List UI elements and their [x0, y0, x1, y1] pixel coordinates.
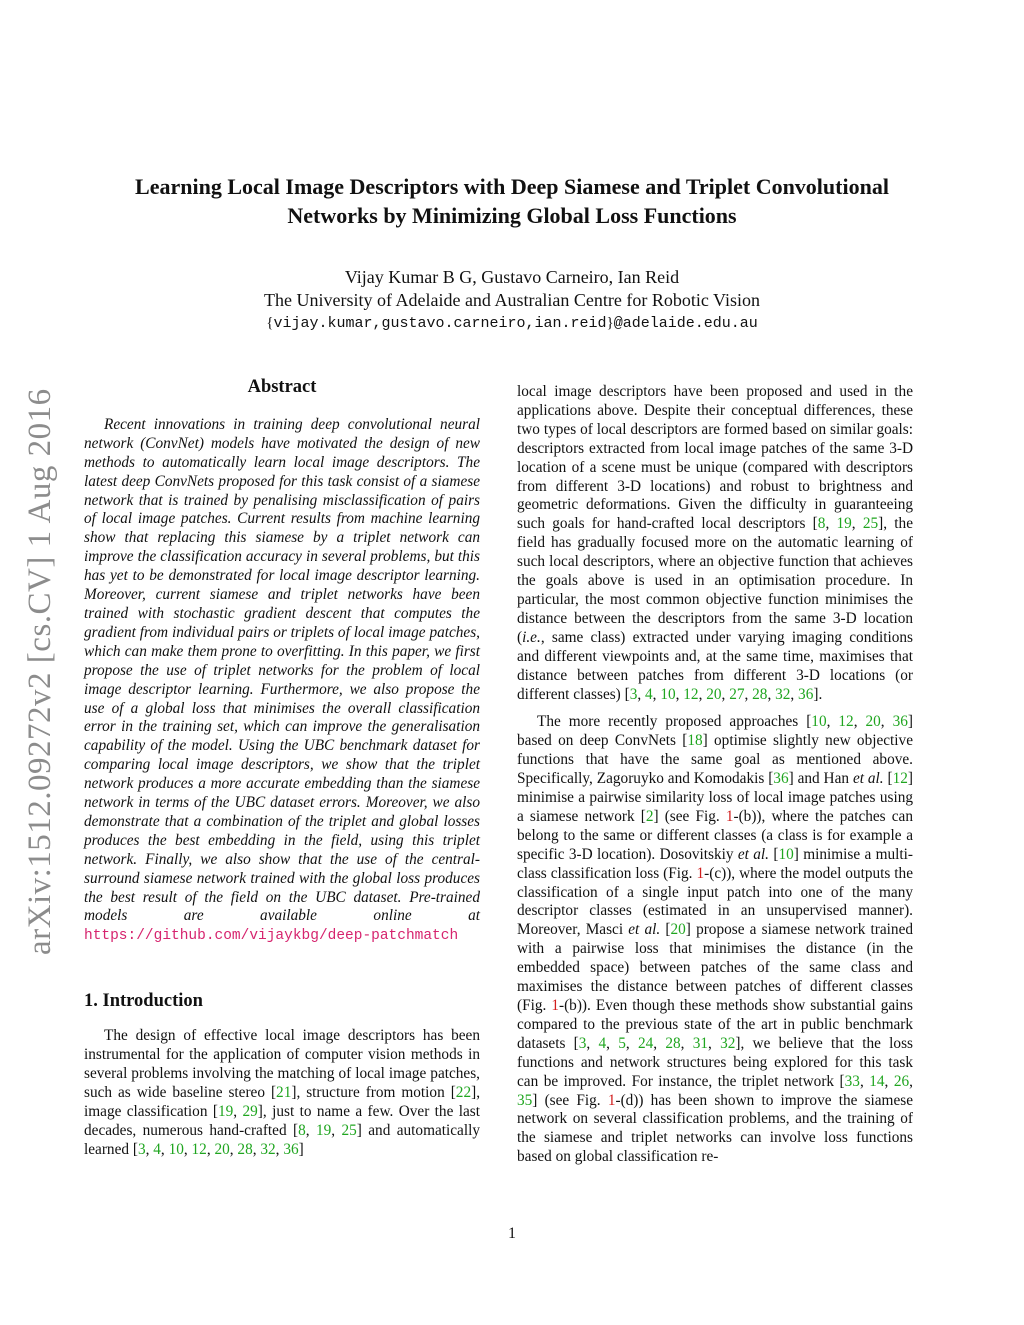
citation-link[interactable]: 3 [578, 1034, 587, 1052]
left-column [84, 378, 480, 1160]
right-column [517, 383, 913, 1167]
italic-text: et al. [628, 921, 661, 939]
abstract-text [84, 416, 480, 946]
citation-link[interactable]: 35 [517, 1091, 533, 1109]
citation-link[interactable]: 27 [729, 685, 745, 703]
citation-link[interactable]: 28 [237, 1140, 253, 1158]
citation-link[interactable]: 33 [844, 1072, 860, 1090]
abstract-heading: Abstract [247, 377, 317, 397]
email-users: vijay.kumar,gustavo.carneiro,ian.reid [273, 315, 607, 332]
citation-link[interactable]: 10 [168, 1140, 184, 1158]
citation-link[interactable]: 12 [838, 713, 854, 731]
abstract-body: Recent innovations in training deep convolutional neural network (ConvNet) models have motivated the design of new methods to automatically learn local image descriptors. The latest deep ConvNets proposed for this task consist of a siamese network that is trained by penalising misclassification of pairs of local image patches. Current results from machine learning show that replacing this siamese by a triplet network can improve the classification accuracy in several problems, but this has yet to be demonstrated for local image descriptor learning. Moreover, current siamese and triplet networks have been trained with stochastic gradient descent that computes the gradient from individual pairs or triplets of local image patches, which can make them prone to overfitting. In this paper, we first propose the use of triplet networks for the problem of local image descriptor learning. Furthermore, we also propose the use of a global loss that minimises the overall classification error in the training set, which can improve the generalisation capability of the model. Using the UBC benchmark dataset for comparing local image descriptors, we show that the triplet network produces a more accurate embedding than the siamese network in terms of the UBC dataset errors. Moreover, we also demonstrate that a combination of the triplet and global losses produces the best embedding in the field, using this triplet network. Finally, we also show that the use of the central-surround siamese network trained with the global loss produces the best result of the field on the UBC dataset. Pre-trained models are available online at [84, 415, 480, 925]
citation-link[interactable]: 20 [865, 713, 881, 731]
italic-text: i.e. [522, 628, 541, 646]
paper-title [80, 172, 944, 230]
citation-link[interactable]: 28 [665, 1034, 681, 1052]
citation-link[interactable]: 36 [773, 770, 789, 788]
page-number: 1 [508, 1225, 516, 1242]
citation-link[interactable]: 19 [217, 1102, 234, 1120]
citation-link[interactable]: 2 [645, 807, 654, 825]
citation-link[interactable]: 3 [629, 685, 638, 703]
arxiv-stamp: arXiv:1512.09272v2 [cs.CV] 1 Aug 2016 [22, 388, 58, 955]
citation-link[interactable]: 36 [283, 1140, 299, 1158]
citation-link[interactable]: 19 [315, 1121, 332, 1139]
citation-link[interactable]: 32 [260, 1140, 276, 1158]
figure-ref-link[interactable]: 1 [725, 807, 734, 825]
citation-link[interactable]: 24 [637, 1034, 654, 1052]
citation-link[interactable]: 4 [153, 1140, 161, 1158]
figure-ref-link[interactable]: 1 [607, 1091, 616, 1109]
citation-link[interactable]: 12 [683, 685, 699, 703]
citation-link[interactable]: 36 [798, 685, 814, 703]
citation-link[interactable]: 10 [660, 685, 676, 703]
citation-link[interactable]: 28 [752, 685, 768, 703]
citation-link[interactable]: 4 [598, 1034, 607, 1052]
citation-link[interactable]: 29 [242, 1102, 258, 1120]
citation-link[interactable]: 20 [706, 685, 722, 703]
citation-link[interactable]: 25 [341, 1121, 357, 1139]
email-brace-open: { [266, 315, 274, 331]
citation-link[interactable]: 19 [836, 515, 852, 533]
email-domain: @adelaide.edu.au [613, 315, 758, 332]
citation-link[interactable]: 12 [892, 770, 908, 788]
citation-link[interactable]: 20 [214, 1140, 230, 1158]
figure-ref-link[interactable]: 1 [551, 997, 559, 1014]
intro-paragraph-3: The more recently proposed approaches [10, 12, 20, 36] based on deep ConvNets [18] optimise slightly new objective functions that have the same goal as mentioned above. Specifically, Zagoruyko and Komodakis [36] and Han et al. [12] minimise a pairwise similarity loss of local image patches using a siamese network [2] (see Fig. 1-(b)), where the patches can belong to the same or different classes (a class is for example a specific 3-D location). Dosovitskiy et al. [10] minimise a multi-class classification loss (Fig. 1-(c)), where the model outputs the classification of a single input patch into one of the many descriptor classes (estimated in an unsupervised manner). Moreover, Masci et al. [20] propose a siamese network trained with a pairwise loss that minimises the distance (in the embedded space) between patches of the same class and maximises the distance between patches of different classes (Fig. 1-(b)). Even though these methods show substantial gains compared to the previous state of the art in public benchmark datasets [3, 4, 5, 24, 28, 31, 32], we believe that the loss functions and network structures being explored for this task can be improved. For instance, the triplet network [33, 14, 26, 35] (see Fig. 1-(d)) has been shown to improve the siamese network on several classification problems, and the training of the siamese and triplet networks can involve loss functions based on global classification re- [517, 713, 914, 1166]
intro-heading: 1. Introduction [84, 991, 203, 1012]
italic-text: et al. [852, 770, 884, 788]
title-line-2: Networks by Minimizing Global Loss Functions [287, 203, 737, 228]
citation-link[interactable]: 8 [298, 1121, 306, 1139]
author-names: Vijay Kumar B G, Gustavo Carneiro, Ian Reid [344, 267, 680, 287]
citation-link[interactable]: 22 [455, 1083, 472, 1101]
citation-link[interactable]: 12 [191, 1140, 207, 1158]
email-brace-close: } [606, 315, 614, 331]
citation-link[interactable]: 20 [670, 921, 686, 939]
author-affiliation: The University of Adelaide and Australian Centre for Robotic Vision [264, 290, 760, 310]
citation-link[interactable]: 8 [817, 515, 826, 533]
citation-link[interactable]: 4 [645, 685, 653, 703]
citation-link[interactable]: 32 [720, 1034, 736, 1052]
citation-link[interactable]: 31 [692, 1034, 709, 1052]
citation-link[interactable]: 25 [862, 515, 879, 533]
citation-link[interactable]: 5 [618, 1034, 626, 1052]
citation-link[interactable]: 36 [892, 713, 908, 731]
title-line-1: Learning Local Image Descriptors with Deep Siamese and Triplet Convolutional [135, 174, 889, 199]
citation-link[interactable]: 18 [687, 732, 703, 750]
citation-link[interactable]: 26 [893, 1072, 910, 1090]
author-emails [80, 312, 944, 335]
intro-paragraph-1: The design of effective local image descriptors has been instrumental for the application of computer vision methods in several problems involving the matching of local image patches, such as wide baseline stereo [21], structure from motion [22], image classification [19, 29], just to name a few. Over the last decades, numerous hand-crafted [8, 19, 25] and automatically learned [3, 4, 10, 12, 20, 28, 32, 36] [84, 1027, 481, 1158]
author-block [80, 266, 944, 335]
citation-link[interactable]: 10 [811, 713, 827, 731]
citation-link[interactable]: 14 [869, 1072, 885, 1090]
citation-link[interactable]: 32 [775, 685, 791, 703]
code-link[interactable]: https://github.com/vijaykbg/deep-patchmatch [84, 928, 459, 945]
intro-paragraph-2: local image descriptors have been proposed and used in the applications above. Despite their conceptual differences, these two types of local descriptors are formed based on similar goals: descriptors extracted from local image patches of the same 3-D location of a scene must be unique (compared with descriptors from different 3-D locations) and robust to brightness and geometric deformations. Given the difficulty in guaranteeing such goals for hand-crafted local descriptors [8, 19, 25], the field has gradually focused more on the automatic learning of such local descriptors, where an objective function that achieves the goals above is used in an optimisation procedure. In particular, the most common objective function minimises the distance between the descriptors from the same 3-D location (i.e., same class) extracted under varying imaging conditions and different viewpoints and, at the same time, maximises that distance between patches from different 3-D locations (or different classes) [3, 4, 10, 12, 20, 27, 28, 32, 36]. [517, 383, 913, 703]
citation-link[interactable]: 3 [137, 1140, 146, 1158]
italic-text: et al. [737, 845, 769, 863]
figure-ref-link[interactable]: 1 [696, 864, 705, 882]
citation-link[interactable]: 10 [778, 845, 794, 863]
citation-link[interactable]: 21 [276, 1083, 292, 1101]
